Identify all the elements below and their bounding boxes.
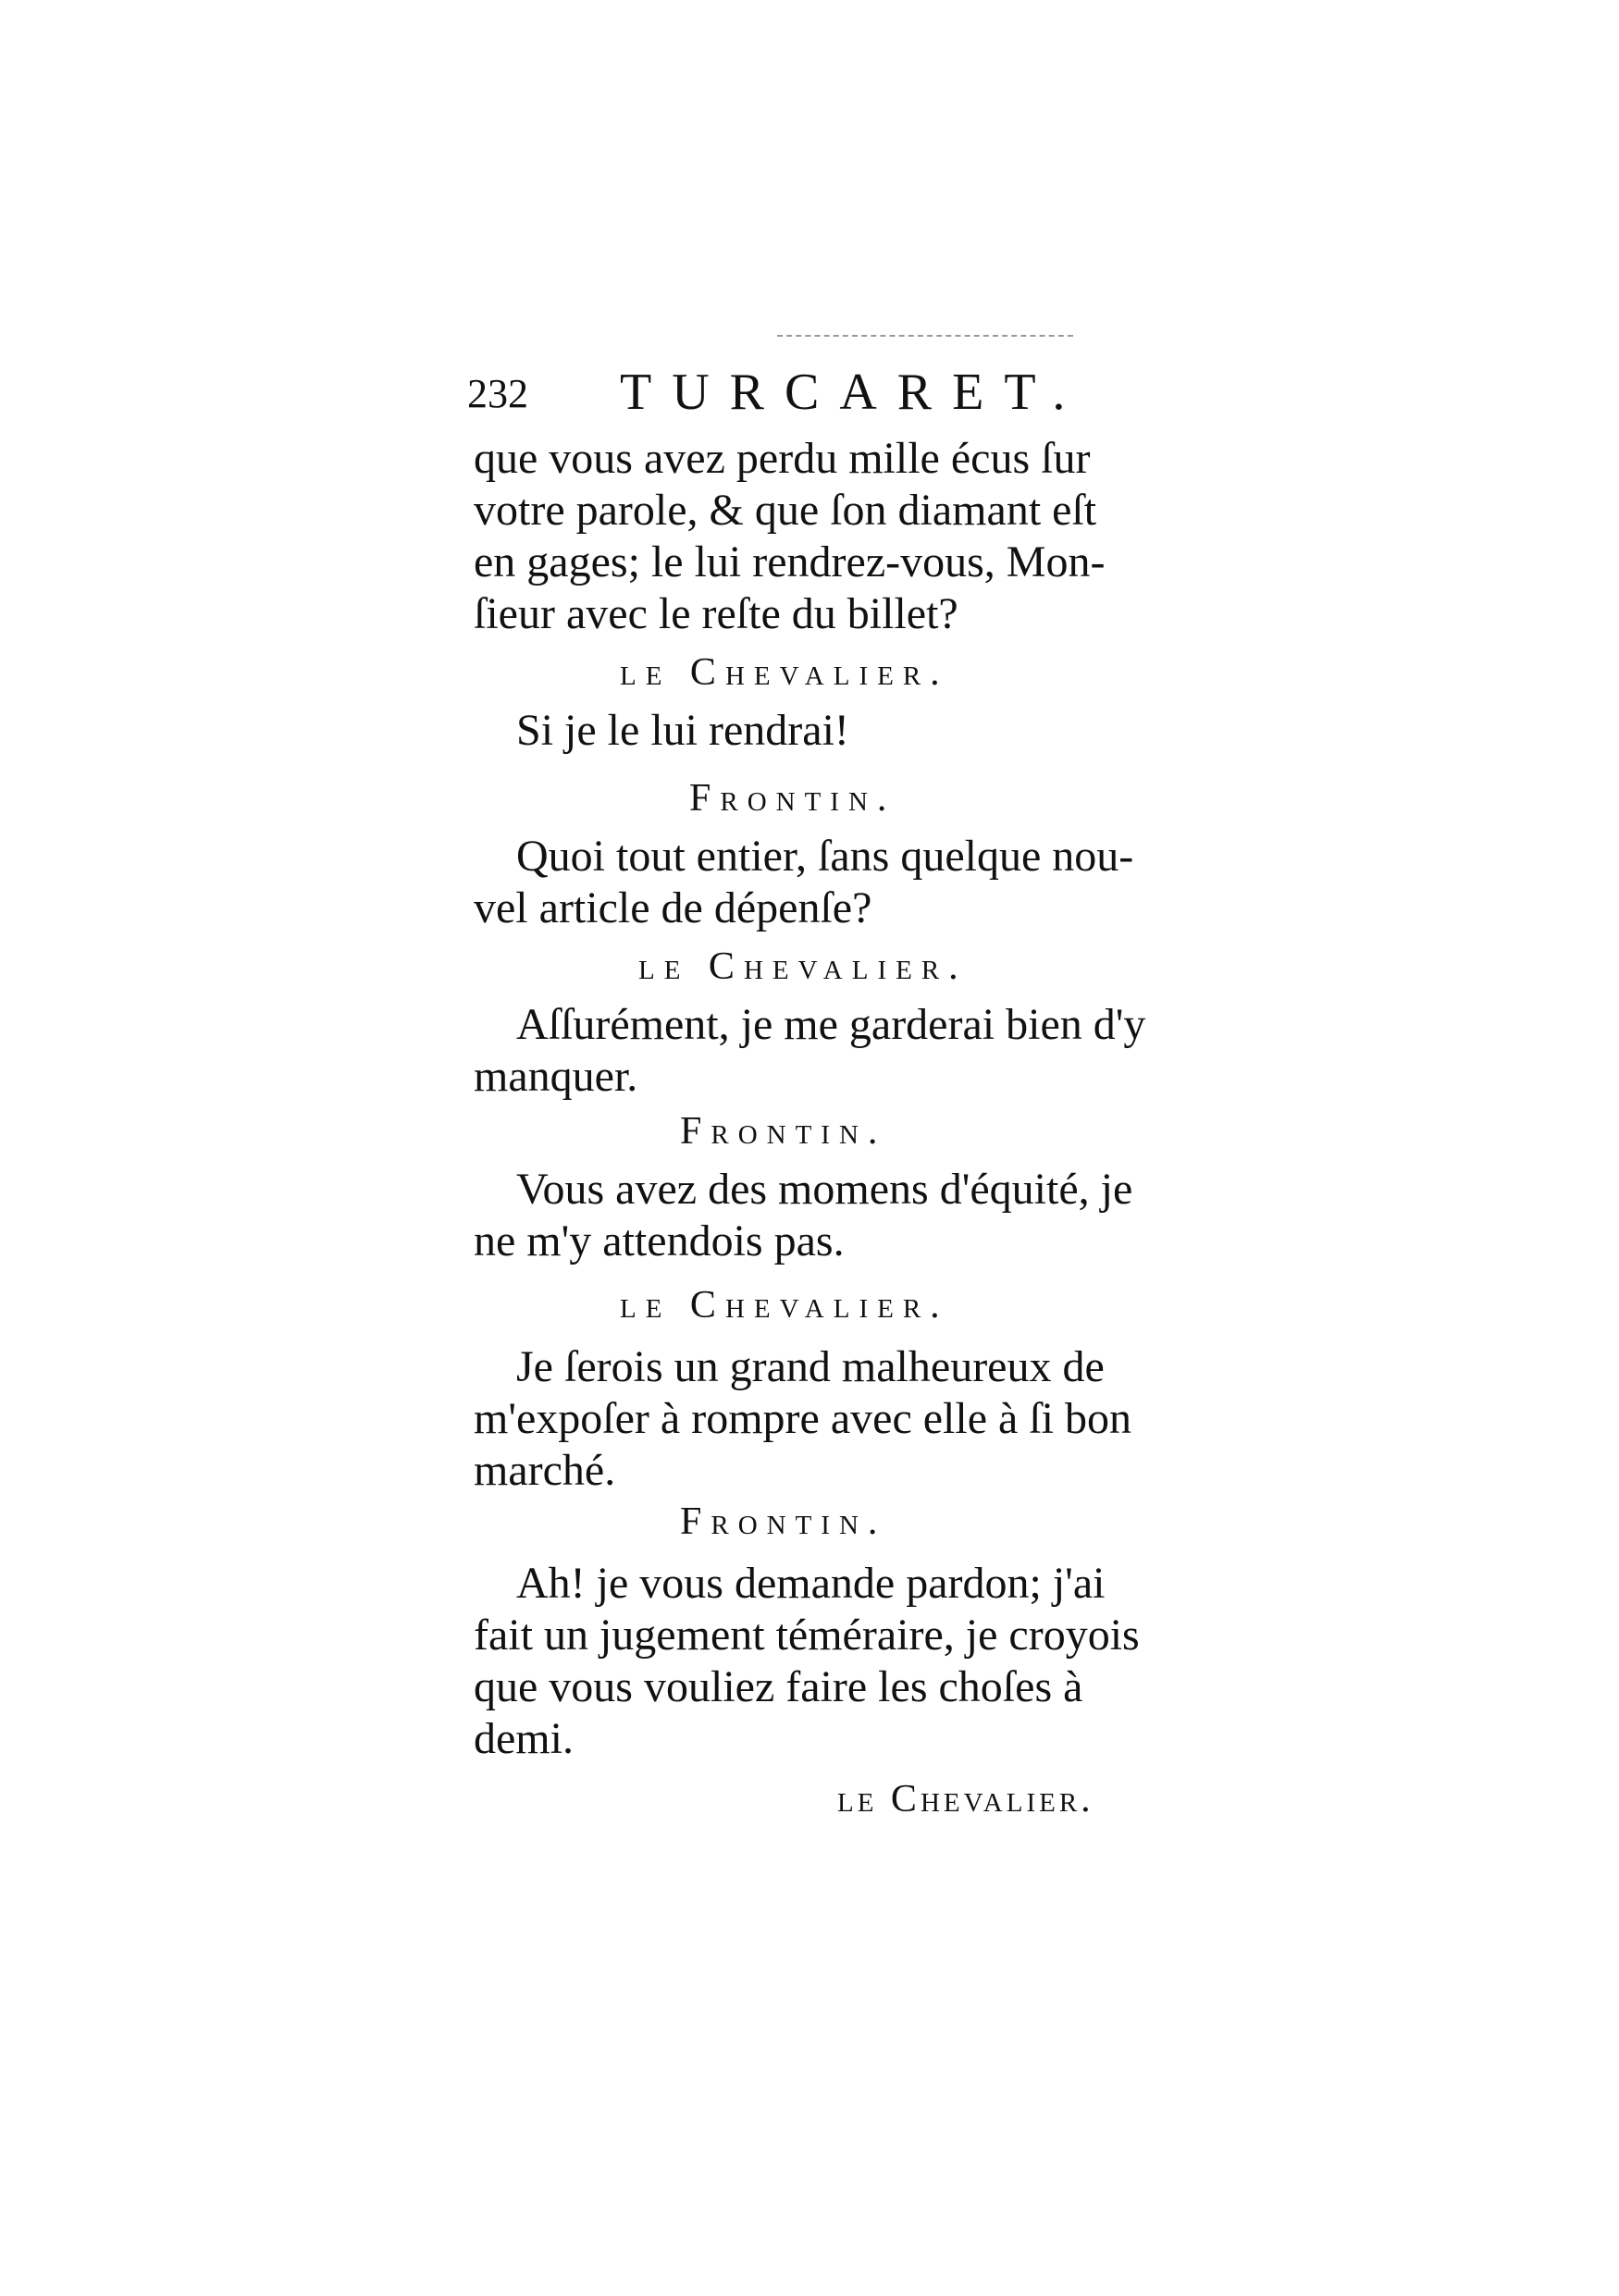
- dialogue-line: Ah! je vous demande pardon; j'ai: [516, 1559, 1106, 1608]
- speaker-name: Frontin.: [689, 777, 896, 820]
- dialogue-line: vel article de dépenſe?: [474, 883, 872, 932]
- running-title: TURCARET.: [620, 364, 1086, 421]
- dialogue-line: manquer.: [474, 1052, 638, 1101]
- catchword: le Chevalier.: [837, 1778, 1094, 1821]
- speaker-name: le Chevalier.: [620, 1284, 949, 1327]
- text-line: votre parole, & que ſon diamant eſt: [474, 486, 1097, 535]
- speaker-name: Frontin.: [680, 1500, 887, 1543]
- dialogue-line: Je ſerois un grand malheureux de: [516, 1342, 1105, 1391]
- text-line: ſieur avec le reſte du billet?: [474, 589, 958, 638]
- speaker-name: Frontin.: [680, 1110, 887, 1153]
- dialogue-line: marché.: [474, 1446, 616, 1495]
- text-line: en gages; le lui rendrez-vous, Mon-: [474, 537, 1106, 586]
- dialogue-line: que vous vouliez faire les choſes à: [474, 1662, 1083, 1711]
- speaker-name: le Chevalier.: [620, 651, 949, 694]
- speaker-name: le Chevalier.: [638, 945, 968, 988]
- page-header: [467, 363, 1170, 427]
- dialogue-line: Vous avez des momens d'équité, je: [516, 1165, 1133, 1214]
- text-line: que vous avez perdu mille écus ſur: [474, 434, 1091, 483]
- dialogue-line: Aſſurément, je me garderai bien d'y: [516, 1000, 1146, 1049]
- page-number: 232: [467, 371, 528, 416]
- dialogue-line: demi.: [474, 1714, 574, 1763]
- dialogue-line: m'expoſer à rompre avec elle à ſi bon: [474, 1394, 1131, 1443]
- dialogue-line: fait un jugement téméraire, je croyois: [474, 1611, 1140, 1660]
- dialogue-line: Si je le lui rendrai!: [516, 706, 849, 755]
- top-rule: [777, 335, 1073, 337]
- dialogue-line: Quoi tout entier, ſans quelque nou-: [516, 832, 1134, 881]
- dialogue-line: ne m'y attendois pas.: [474, 1216, 845, 1265]
